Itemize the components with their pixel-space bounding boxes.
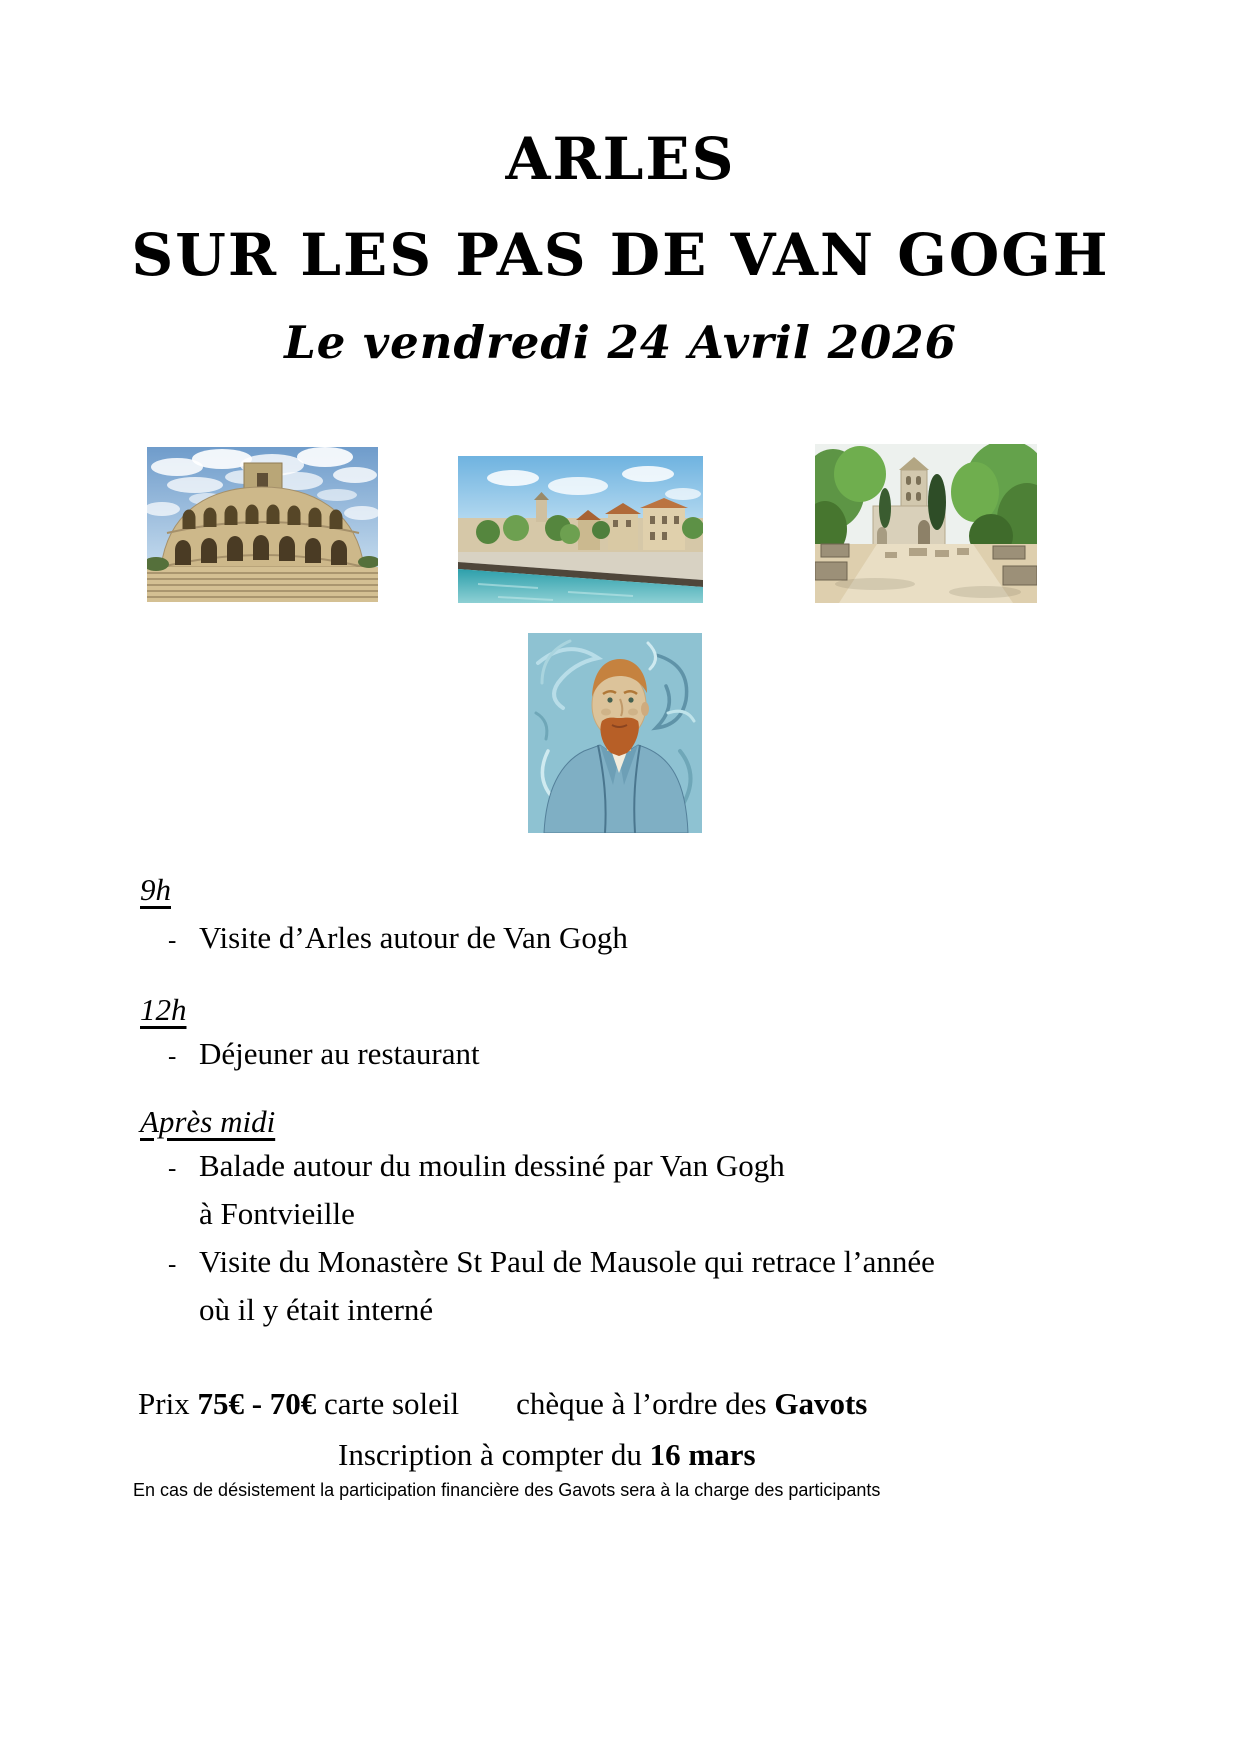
schedule-item <box>168 1036 480 1072</box>
van-gogh-portrait-photo <box>528 633 702 833</box>
rhone-quay-illustration <box>458 456 703 603</box>
van-gogh-portrait-illustration <box>528 633 702 833</box>
schedule-item-continuation: à Fontvieille <box>199 1196 355 1231</box>
page-subtitle: SUR LES PAS DE VAN GOGH <box>131 221 1110 289</box>
schedule-item-text: Visite d’Arles autour de Van Gogh <box>199 920 628 955</box>
schedule-item <box>168 1244 935 1280</box>
schedule-heading-12h: 12h <box>140 992 187 1027</box>
bullet-dash: - <box>168 927 177 954</box>
bullet-dash: - <box>168 1043 177 1070</box>
schedule-item <box>168 1148 785 1184</box>
schedule-heading-9h: 9h <box>140 872 171 907</box>
price-amount: 75€ - 70€ <box>197 1386 317 1421</box>
schedule-item <box>168 920 628 956</box>
inscription-line <box>338 1437 756 1473</box>
page-title: ARLES <box>505 125 736 193</box>
schedule-item-text: Déjeuner au restaurant <box>199 1036 480 1071</box>
event-date: Le vendredi 24 Avril 2026 <box>284 316 957 369</box>
inscription-text: Inscription à compter du <box>338 1437 650 1472</box>
cheque-payee: Gavots <box>774 1386 868 1421</box>
price-label: Prix <box>138 1386 198 1421</box>
arena-photo <box>147 447 378 602</box>
price-line <box>138 1386 867 1422</box>
schedule-item-text: Visite du Monastère St Paul de Mausole qui retrace l’année <box>199 1244 935 1279</box>
alyscamps-illustration <box>815 444 1037 603</box>
bullet-dash: - <box>168 1251 177 1278</box>
arena-photo-illustration <box>147 447 378 602</box>
schedule-item-continuation: où il y était interné <box>199 1292 434 1327</box>
schedule-item-text: Balade autour du moulin dessiné par Van Gogh <box>199 1148 785 1183</box>
disclaimer-text: En cas de désistement la participation financière des Gavots sera à la charge des participants <box>133 1480 881 1500</box>
bullet-dash: - <box>168 1155 177 1182</box>
alyscamps-photo <box>815 444 1037 603</box>
schedule-heading-apres-midi: Après midi <box>140 1104 276 1139</box>
cheque-text: chèque à l’ordre des <box>516 1386 775 1421</box>
inscription-date: 16 mars <box>649 1437 756 1472</box>
rhone-quay-photo <box>458 456 703 603</box>
price-suffix: carte soleil <box>316 1386 460 1421</box>
